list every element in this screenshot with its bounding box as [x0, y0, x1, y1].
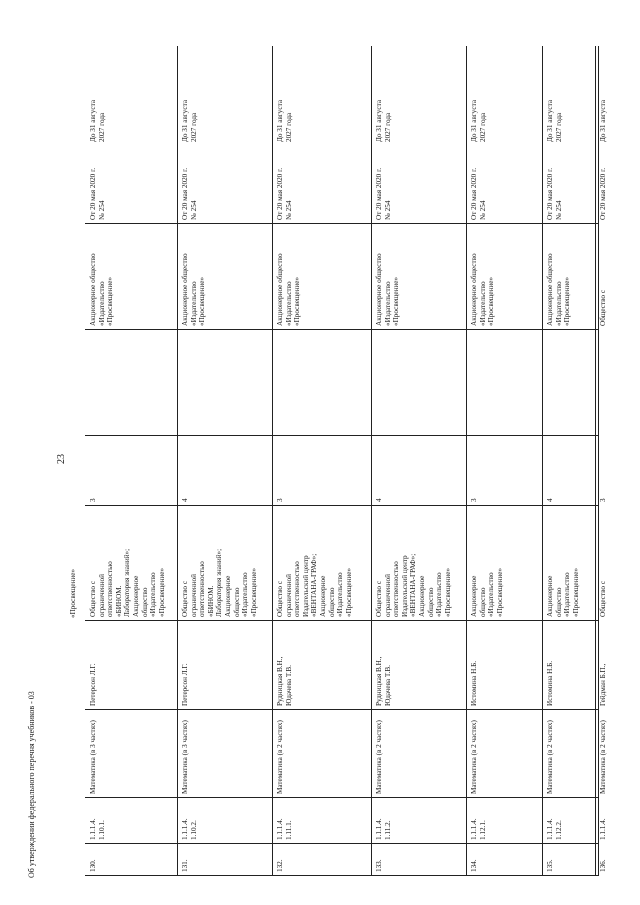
textbook-table — [69, 46, 607, 876]
legal-text: Акционерное общество «Издательство «Просвещение» — [470, 253, 496, 326]
cell-code — [85, 798, 177, 844]
cell-grade — [595, 436, 607, 506]
cell-num — [272, 844, 371, 876]
grade-text: 3 — [276, 498, 284, 502]
grade-text: 3 — [89, 498, 97, 502]
publisher-text: Общество с ограниченной ответственностью «БИНОМ. Лаборатория знаний»; Акционерное общество «Издательство «Просвещение» — [181, 548, 258, 617]
cell-num — [177, 844, 272, 876]
term-text: До 31 августа — [599, 99, 607, 142]
cell-publisher — [595, 506, 607, 621]
cell-term — [85, 46, 177, 146]
code-text: 1.1.1.4. 1.10.2. — [181, 818, 198, 840]
table-row — [595, 46, 607, 876]
cell-term — [542, 46, 595, 146]
table-row — [85, 46, 178, 876]
cell-publisher — [371, 506, 466, 621]
cell-grade — [177, 436, 272, 506]
page-number: 23 — [56, 454, 67, 464]
cell-authors — [371, 621, 466, 710]
table-row — [371, 46, 467, 876]
cell-grade — [272, 436, 371, 506]
cell-publisher — [272, 506, 371, 621]
cell-title — [595, 710, 607, 798]
cell-term — [595, 46, 607, 146]
term-text: До 31 августа 2027 года — [276, 99, 293, 142]
cell-order — [177, 146, 272, 224]
cell-legal — [371, 224, 466, 330]
cell-term — [371, 46, 466, 146]
cell-legal — [466, 224, 542, 330]
cell-grade — [85, 436, 177, 506]
authors-text: Петерсон Л.Г. — [181, 663, 189, 706]
authors-text: Истомина Н.Б. — [546, 660, 554, 706]
cell-empty — [177, 330, 272, 436]
cell-title — [272, 710, 371, 798]
cell-publisher — [85, 506, 177, 621]
legal-text: Общество с — [599, 289, 607, 326]
cell-code — [272, 798, 371, 844]
legal-text: Акционерное общество «Издательство «Просвещение» — [375, 253, 401, 326]
cell-code — [595, 798, 607, 844]
cell-term — [466, 46, 542, 146]
title-text: Математика (в 2 частях) — [276, 720, 284, 794]
cell-publisher — [177, 506, 272, 621]
grade-text: 3 — [470, 498, 478, 502]
term-text: До 31 августа 2027 года — [546, 99, 563, 142]
num-text: 133. — [375, 859, 383, 872]
grade-text: 4 — [546, 498, 554, 502]
term-text: До 31 августа 2027 года — [470, 99, 487, 142]
order-text: От 20 мая 2020 г. № 254 — [276, 167, 293, 220]
cell-legal — [85, 224, 177, 330]
title-text: Математика (в 2 частях) — [599, 720, 607, 794]
legal-text: Акционерное общество «Издательство «Просвещение» — [89, 253, 115, 326]
cell-publisher — [466, 506, 542, 621]
order-text: От 20 мая 2020 г. — [599, 167, 607, 220]
table-row — [466, 46, 543, 876]
cell-title — [85, 710, 177, 798]
cell-title — [177, 710, 272, 798]
cell-num — [85, 844, 177, 876]
title-text: Математика (в 3 частях) — [181, 720, 189, 794]
cell-order — [466, 146, 542, 224]
num-text: 136. — [599, 859, 607, 872]
num-text: 131. — [181, 859, 189, 872]
title-text: Математика (в 2 частях) — [470, 720, 478, 794]
cell-num — [595, 844, 607, 876]
legal-text: Акционерное общество «Издательство «Просвещение» — [181, 253, 207, 326]
cell-code — [466, 798, 542, 844]
publisher-text: Общество с — [599, 580, 607, 617]
footer-note: Об утверждении федерального перечня учебников - 03 — [27, 691, 36, 878]
authors-text: Петерсон Л.Г. — [89, 663, 97, 706]
publisher-text: Общество с ограниченной ответственностью Издательский центр «ВЕНТАНА-ГРАФ»; Акционерное общество «Издательство «Просвещение» — [375, 553, 452, 617]
cell-code — [371, 798, 466, 844]
code-text: 1.1.1.4. — [599, 818, 607, 840]
cell-authors — [85, 621, 177, 710]
cell-legal — [272, 224, 371, 330]
grade-text: 3 — [599, 498, 607, 502]
cell-order — [85, 146, 177, 224]
cell-empty — [542, 330, 595, 436]
cell-legal — [595, 224, 607, 330]
authors-text: Истомина Н.Б. — [470, 660, 478, 706]
cell-authors — [542, 621, 595, 710]
publisher-text: Акционерное общество «Издательство «Просвещение» — [470, 567, 504, 617]
term-text: До 31 августа 2027 года — [375, 99, 392, 142]
header-fragment: «Просвещение» — [69, 568, 77, 618]
code-text: 1.1.1.4. 1.12.1. — [470, 818, 487, 840]
title-text: Математика (в 2 частях) — [546, 720, 554, 794]
code-text: 1.1.1.4. 1.12.2. — [546, 818, 563, 840]
order-text: От 20 мая 2020 г. № 254 — [181, 167, 198, 220]
cell-title — [371, 710, 466, 798]
authors-text: Рудницкая В.Н., Юдачева Т.В. — [276, 656, 293, 706]
cell-grade — [542, 436, 595, 506]
cell-order — [595, 146, 607, 224]
title-text: Математика (в 2 частях) — [375, 720, 383, 794]
grade-text: 4 — [375, 498, 383, 502]
cell-authors — [595, 621, 607, 710]
cell-legal — [177, 224, 272, 330]
cell-order — [371, 146, 466, 224]
cell-legal — [542, 224, 595, 330]
cell-title — [542, 710, 595, 798]
cell-term — [272, 46, 371, 146]
table-row — [542, 46, 596, 876]
order-text: От 20 мая 2020 г. № 254 — [375, 167, 392, 220]
grade-text: 4 — [181, 498, 189, 502]
cell-empty — [272, 330, 371, 436]
cell-publisher — [542, 506, 595, 621]
authors-text: Рудницкая В.Н., Юдачева Т.В. — [375, 656, 392, 706]
code-text: 1.1.1.4. 1.10.1. — [89, 818, 106, 840]
term-text: До 31 августа 2027 года — [89, 99, 106, 142]
title-text: Математика (в 3 частях) — [89, 720, 97, 794]
publisher-text: Акционерное общество «Издательство «Просвещение» — [546, 567, 580, 617]
num-text: 134. — [470, 859, 478, 872]
num-text: 135. — [546, 859, 554, 872]
publisher-text: Общество с ограниченной ответственностью Издательский центр «ВЕНТАНА-ГРАФ»; Акционерное общество «Издательство «Просвещение» — [276, 553, 353, 617]
cell-num — [542, 844, 595, 876]
cell-empty — [595, 330, 598, 436]
cell-title — [466, 710, 542, 798]
cell-order — [542, 146, 595, 224]
cell-empty — [85, 330, 177, 436]
authors-text: Гейдман Б.П., — [599, 663, 607, 706]
cell-code — [177, 798, 272, 844]
legal-text: Акционерное общество «Издательство «Просвещение» — [546, 253, 572, 326]
order-text: От 20 мая 2020 г. № 254 — [546, 167, 563, 220]
order-text: От 20 мая 2020 г. № 254 — [89, 167, 106, 220]
legal-text: Акционерное общество «Издательство «Просвещение» — [276, 253, 302, 326]
cell-empty — [371, 330, 466, 436]
num-text: 130. — [89, 859, 97, 872]
cell-code — [542, 798, 595, 844]
table-row — [272, 46, 372, 876]
order-text: От 20 мая 2020 г. № 254 — [470, 167, 487, 220]
cell-empty — [466, 330, 542, 436]
term-text: До 31 августа 2027 года — [181, 99, 198, 142]
cell-term — [177, 46, 272, 146]
cell-grade — [371, 436, 466, 506]
cell-num — [466, 844, 542, 876]
cell-order — [272, 146, 371, 224]
cell-authors — [177, 621, 272, 710]
code-text: 1.1.1.4. 1.11.2. — [375, 818, 392, 840]
publisher-text: Общество с ограниченной ответственностью «БИНОМ. Лаборатория знаний»; Акционерное общество «Издательство «Просвещение» — [89, 548, 166, 617]
cell-grade — [466, 436, 542, 506]
table-row — [177, 46, 273, 876]
cell-authors — [272, 621, 371, 710]
num-text: 132. — [276, 859, 284, 872]
cell-authors — [466, 621, 542, 710]
cell-num — [371, 844, 466, 876]
code-text: 1.1.1.4. 1.11.1. — [276, 818, 293, 840]
